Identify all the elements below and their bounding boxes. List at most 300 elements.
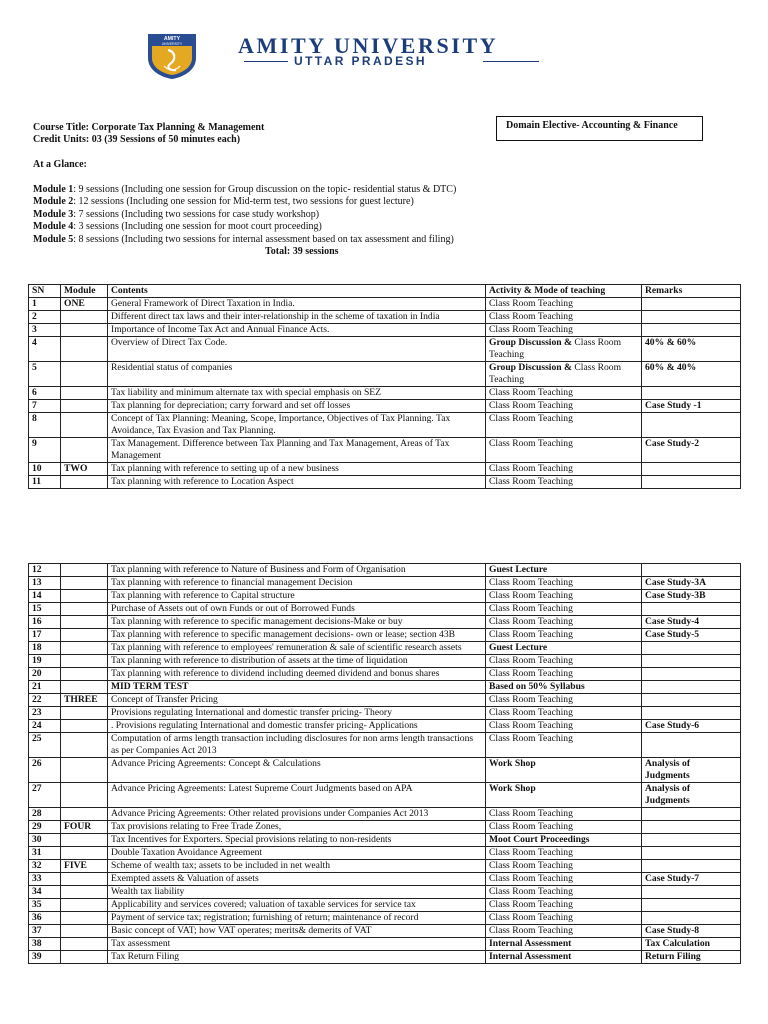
cell-activity-text: Class Room Teaching — [489, 387, 573, 398]
module-line: Module 2: 12 sessions (Including one session for Mid-term test, two sessions for guest lecture) — [33, 196, 414, 207]
cell-contents-text: . Provisions regulating International and domestic transfer pricing- Applications — [111, 720, 418, 731]
cell-sn: 17 — [29, 629, 61, 642]
cell-contents-text: Advance Pricing Agreements: Concept & Calculations — [111, 758, 321, 769]
module-line: Module 1: 9 sessions (Including one session for Group discussion on the topic- residential status & DTC) — [33, 184, 457, 195]
session-table-part-2 — [28, 563, 741, 964]
cell-activity — [486, 616, 642, 629]
cell-contents-text: Wealth tax liability — [111, 886, 185, 897]
cell-activity — [486, 847, 642, 860]
cell-sn: 8 — [29, 413, 61, 438]
cell-activity — [486, 577, 642, 590]
table-row — [29, 694, 741, 707]
table-row — [29, 463, 741, 476]
cell-contents-text: Scheme of wealth tax; assets to be included in net wealth — [111, 860, 330, 871]
cell-module — [61, 362, 108, 387]
cell-activity-text: Class Room Teaching — [489, 899, 573, 910]
module-line: Module 4: 3 sessions (Including one session for moot court proceeding) — [33, 221, 322, 232]
cell-module — [61, 808, 108, 821]
cell-activity — [486, 733, 642, 758]
cell-activity-text: Class Room Teaching — [489, 413, 573, 424]
cell-module — [61, 476, 108, 489]
table-row — [29, 413, 741, 438]
cell-contents-text: Tax planning with reference to employees' remuneration & sale of scientific research assets — [111, 642, 462, 653]
cell-contents-text: Tax planning with reference to dividend including deemed dividend and bonus shares — [111, 668, 440, 679]
cell-contents-text: Tax provisions relating to Free Trade Zones, — [111, 821, 282, 832]
cell-sn: 15 — [29, 603, 61, 616]
cell-activity-text: Class Room Teaching — [489, 668, 573, 679]
cell-contents — [108, 298, 486, 311]
module-line: Module 5: 8 sessions (Including two sessions for internal assessment based on tax assessment and filing) — [33, 234, 454, 245]
cell-activity — [486, 463, 642, 476]
cell-remarks — [642, 324, 741, 337]
cell-activity — [486, 873, 642, 886]
cell-contents — [108, 400, 486, 413]
cell-contents — [108, 694, 486, 707]
cell-module — [61, 873, 108, 886]
cell-module — [61, 603, 108, 616]
cell-sn: 9 — [29, 438, 61, 463]
cell-contents-text: Tax planning with reference to distribution of assets at the time of liquidation — [111, 655, 408, 666]
cell-remarks — [642, 476, 741, 489]
cell-remarks — [642, 298, 741, 311]
cell-contents — [108, 413, 486, 438]
cell-contents — [108, 362, 486, 387]
cell-contents-text: Different direct tax laws and their inter-relationship in the scheme of taxation in India — [111, 311, 440, 322]
cell-activity-text: Class Room Teaching — [489, 912, 573, 923]
cell-activity-text: Class Room Teaching — [489, 298, 573, 309]
header-module: Module — [61, 285, 108, 298]
cell-activity — [486, 642, 642, 655]
cell-contents — [108, 681, 486, 694]
cell-module — [61, 834, 108, 847]
table-row — [29, 400, 741, 413]
table-row — [29, 720, 741, 733]
cell-contents — [108, 629, 486, 642]
cell-contents — [108, 387, 486, 400]
cell-module — [61, 438, 108, 463]
cell-contents — [108, 886, 486, 899]
cell-contents — [108, 873, 486, 886]
svg-text:AMITY: AMITY — [163, 36, 181, 42]
cell-contents — [108, 733, 486, 758]
cell-activity — [486, 629, 642, 642]
cell-activity — [486, 886, 642, 899]
cell-module — [61, 564, 108, 577]
cell-sn: 38 — [29, 938, 61, 951]
cell-activity-text: Class Room Teaching — [489, 311, 573, 322]
cell-contents — [108, 808, 486, 821]
course-title: Course Title: Corporate Tax Planning & Management — [33, 122, 265, 133]
cell-remarks — [642, 642, 741, 655]
cell-sn: 14 — [29, 590, 61, 603]
cell-remarks: 40% & 60% — [642, 337, 741, 362]
cell-remarks — [642, 655, 741, 668]
cell-module: THREE — [61, 694, 108, 707]
table-row — [29, 311, 741, 324]
cell-module — [61, 912, 108, 925]
credit-units: Credit Units: 03 (39 Sessions of 50 minutes each) — [33, 134, 241, 145]
table-row — [29, 603, 741, 616]
svg-text:UNIVERSITY: UNIVERSITY — [161, 42, 183, 46]
cell-activity-text: Class Room Teaching — [489, 808, 573, 819]
cell-contents — [108, 783, 486, 808]
cell-activity-bold: Guest Lecture — [489, 564, 548, 575]
cell-module — [61, 642, 108, 655]
cell-contents — [108, 438, 486, 463]
cell-module — [61, 324, 108, 337]
total-sessions: Total: 39 sessions — [265, 246, 339, 257]
cell-module — [61, 938, 108, 951]
cell-sn: 26 — [29, 758, 61, 783]
cell-contents-text: Tax planning with reference to Nature of Business and Form of Organisation — [111, 564, 406, 575]
table-row — [29, 808, 741, 821]
cell-module — [61, 387, 108, 400]
domain-elective-box: Domain Elective- Accounting & Finance — [496, 116, 703, 141]
cell-contents — [108, 720, 486, 733]
cell-contents-text: Concept of Transfer Pricing — [111, 694, 218, 705]
cell-contents-text: Overview of Direct Tax Code. — [111, 337, 228, 348]
cell-sn: 10 — [29, 463, 61, 476]
cell-activity — [486, 860, 642, 873]
cell-contents — [108, 668, 486, 681]
cell-contents — [108, 603, 486, 616]
cell-activity — [486, 758, 642, 783]
cell-sn: 20 — [29, 668, 61, 681]
cell-remarks: Return Filing — [642, 951, 741, 964]
cell-sn: 28 — [29, 808, 61, 821]
cell-contents — [108, 655, 486, 668]
cell-contents — [108, 912, 486, 925]
cell-activity-text: Class Room Teaching — [489, 925, 573, 936]
cell-sn: 31 — [29, 847, 61, 860]
table-row — [29, 899, 741, 912]
cell-activity — [486, 925, 642, 938]
cell-activity-bold: Internal Assessment — [489, 938, 572, 949]
cell-activity-text: Class Room Teaching — [489, 577, 573, 588]
cell-contents — [108, 324, 486, 337]
table-row — [29, 821, 741, 834]
table-row — [29, 668, 741, 681]
cell-module — [61, 590, 108, 603]
cell-activity-text: Class Room Teaching — [489, 629, 573, 640]
cell-remarks: Case Study-4 — [642, 616, 741, 629]
cell-activity-text: Class Room Teaching — [489, 476, 573, 487]
cell-sn: 30 — [29, 834, 61, 847]
header-sn: SN — [29, 285, 61, 298]
cell-contents — [108, 311, 486, 324]
cell-activity — [486, 912, 642, 925]
cell-contents-text: Tax planning with reference to financial management Decision — [111, 577, 353, 588]
cell-activity — [486, 311, 642, 324]
cell-activity-text: Class Room Teaching — [489, 616, 573, 627]
cell-remarks — [642, 912, 741, 925]
cell-remarks: Case Study-3B — [642, 590, 741, 603]
cell-remarks — [642, 694, 741, 707]
cell-activity-text: Class Room Teaching — [489, 860, 573, 871]
cell-sn: 4 — [29, 337, 61, 362]
cell-module — [61, 886, 108, 899]
cell-sn: 33 — [29, 873, 61, 886]
header-contents: Contents — [108, 285, 486, 298]
cell-sn: 2 — [29, 311, 61, 324]
cell-contents-text: Residential status of companies — [111, 362, 233, 373]
cell-remarks — [642, 834, 741, 847]
table-row — [29, 387, 741, 400]
amity-logo-icon — [146, 30, 198, 80]
cell-activity-text: Class Room Teaching — [489, 603, 573, 614]
cell-remarks: Tax Calculation — [642, 938, 741, 951]
cell-module — [61, 720, 108, 733]
campus-name: UTTAR PRADESH — [294, 54, 427, 68]
cell-activity — [486, 438, 642, 463]
table-row — [29, 707, 741, 720]
cell-remarks: Case Study-3A — [642, 577, 741, 590]
cell-activity-text: Class Room Teaching — [489, 463, 573, 474]
cell-module — [61, 899, 108, 912]
cell-contents — [108, 707, 486, 720]
cell-sn: 19 — [29, 655, 61, 668]
cell-activity — [486, 298, 642, 311]
cell-remarks: Analysis of Judgments — [642, 758, 741, 783]
cell-remarks — [642, 707, 741, 720]
cell-sn: 34 — [29, 886, 61, 899]
cell-activity — [486, 694, 642, 707]
cell-module — [61, 681, 108, 694]
cell-contents — [108, 951, 486, 964]
cell-activity-text: Class Room Teaching — [489, 720, 573, 731]
cell-contents — [108, 938, 486, 951]
table-row — [29, 886, 741, 899]
cell-contents-text: Tax Return Filing — [111, 951, 180, 962]
cell-remarks — [642, 564, 741, 577]
cell-module — [61, 733, 108, 758]
cell-contents-text: Tax planning with reference to setting up of a new business — [111, 463, 339, 474]
cell-module: FOUR — [61, 821, 108, 834]
cell-module — [61, 311, 108, 324]
cell-contents — [108, 577, 486, 590]
table-row — [29, 925, 741, 938]
cell-contents-text: Advance Pricing Agreements: Latest Supreme Court Judgments based on APA — [111, 783, 413, 794]
cell-remarks: Case Study-6 — [642, 720, 741, 733]
cell-contents — [108, 758, 486, 783]
cell-activity-bold: Work Shop — [489, 783, 536, 794]
module-line: Module 3: 7 sessions (Including two sessions for case study workshop) — [33, 209, 320, 220]
cell-activity-bold: Moot Court Proceedings — [489, 834, 590, 845]
university-name: AMITY UNIVERSITY — [238, 33, 499, 58]
cell-contents — [108, 834, 486, 847]
cell-activity-text: Class Room Teaching — [489, 847, 573, 858]
cell-remarks — [642, 886, 741, 899]
cell-module: ONE — [61, 298, 108, 311]
cell-remarks — [642, 733, 741, 758]
cell-remarks — [642, 681, 741, 694]
table-row — [29, 860, 741, 873]
cell-sn: 25 — [29, 733, 61, 758]
cell-sn: 11 — [29, 476, 61, 489]
table-row — [29, 758, 741, 783]
cell-remarks — [642, 463, 741, 476]
cell-remarks — [642, 311, 741, 324]
cell-remarks — [642, 387, 741, 400]
cell-activity-bold: Internal Assessment — [489, 951, 572, 962]
table-row — [29, 629, 741, 642]
cell-activity — [486, 808, 642, 821]
cell-remarks: Analysis of Judgments — [642, 783, 741, 808]
cell-activity-text: Class Room Teaching — [489, 324, 573, 335]
cell-activity-text: Class Room Teaching — [489, 821, 573, 832]
cell-remarks — [642, 821, 741, 834]
table-header-row — [29, 285, 741, 298]
cell-contents — [108, 847, 486, 860]
cell-module — [61, 629, 108, 642]
cell-activity — [486, 476, 642, 489]
cell-contents-text: Basic concept of VAT; how VAT operates; merits& demerits of VAT — [111, 925, 372, 936]
cell-activity-text: Class Room Teaching — [489, 873, 573, 884]
cell-activity — [486, 400, 642, 413]
cell-contents — [108, 476, 486, 489]
table-row — [29, 681, 741, 694]
cell-sn: 6 — [29, 387, 61, 400]
cell-contents — [108, 564, 486, 577]
at-a-glance-heading: At a Glance: — [33, 159, 87, 170]
cell-sn: 29 — [29, 821, 61, 834]
cell-module: FIVE — [61, 860, 108, 873]
cell-contents — [108, 925, 486, 938]
cell-activity — [486, 707, 642, 720]
header-remarks: Remarks — [642, 285, 741, 298]
cell-remarks — [642, 860, 741, 873]
cell-module — [61, 758, 108, 783]
cell-sn: 13 — [29, 577, 61, 590]
cell-module — [61, 413, 108, 438]
cell-contents-text: Tax liability and minimum alternate tax with special emphasis on SEZ — [111, 387, 382, 398]
cell-sn: 23 — [29, 707, 61, 720]
cell-sn: 3 — [29, 324, 61, 337]
cell-sn: 39 — [29, 951, 61, 964]
table-row — [29, 873, 741, 886]
cell-activity — [486, 603, 642, 616]
cell-activity-text: Class Room Teaching — [489, 590, 573, 601]
cell-contents — [108, 642, 486, 655]
cell-sn: 35 — [29, 899, 61, 912]
table-row — [29, 337, 741, 362]
cell-remarks: Case Study-8 — [642, 925, 741, 938]
cell-activity — [486, 951, 642, 964]
cell-contents-text: Tax Incentives for Exporters. Special provisions relating to non-residents — [111, 834, 392, 845]
session-table-part-1 — [28, 284, 741, 489]
cell-contents-text: Double Taxation Avoidance Agreement — [111, 847, 263, 858]
cell-remarks: Case Study-5 — [642, 629, 741, 642]
cell-activity-text: Class Room Teaching — [489, 400, 573, 411]
cell-remarks: Case Study -1 — [642, 400, 741, 413]
cell-remarks: 60% & 40% — [642, 362, 741, 387]
cell-contents-text: Advance Pricing Agreements: Other related provisions under Companies Act 2013 — [111, 808, 429, 819]
cell-activity-bold: Work Shop — [489, 758, 536, 769]
cell-sn: 27 — [29, 783, 61, 808]
page-header — [0, 0, 768, 100]
cell-activity — [486, 564, 642, 577]
cell-sn: 32 — [29, 860, 61, 873]
cell-remarks — [642, 808, 741, 821]
table-row — [29, 951, 741, 964]
cell-module — [61, 337, 108, 362]
cell-remarks — [642, 899, 741, 912]
table-row — [29, 655, 741, 668]
divider — [483, 61, 539, 62]
cell-activity-bold: Based on 50% Syllabus — [489, 681, 585, 692]
table-row — [29, 362, 741, 387]
cell-activity — [486, 821, 642, 834]
table-row — [29, 642, 741, 655]
cell-activity-text: Class Room Teaching — [489, 733, 573, 744]
cell-activity-text: Class Room Teaching — [489, 337, 622, 360]
cell-activity — [486, 324, 642, 337]
cell-contents-text: Tax planning with reference to specific management decisions- own or lease; section 43B — [111, 629, 456, 640]
cell-contents-text: Tax planning with reference to Capital structure — [111, 590, 295, 601]
cell-activity-bold: Guest Lecture — [489, 642, 548, 653]
table-row — [29, 733, 741, 758]
divider — [244, 61, 288, 62]
cell-module — [61, 668, 108, 681]
cell-module — [61, 655, 108, 668]
cell-contents — [108, 337, 486, 362]
cell-sn: 12 — [29, 564, 61, 577]
cell-activity — [486, 899, 642, 912]
cell-activity-text: Class Room Teaching — [489, 655, 573, 666]
cell-activity — [486, 590, 642, 603]
table-row — [29, 476, 741, 489]
cell-remarks — [642, 847, 741, 860]
cell-activity — [486, 938, 642, 951]
cell-sn: 24 — [29, 720, 61, 733]
cell-contents — [108, 860, 486, 873]
cell-activity — [486, 337, 642, 362]
cell-contents — [108, 463, 486, 476]
cell-module — [61, 400, 108, 413]
cell-activity-bold: Group Discussion & — [489, 337, 572, 348]
cell-remarks — [642, 413, 741, 438]
cell-contents-text: General Framework of Direct Taxation in India. — [111, 298, 295, 309]
cell-contents — [108, 899, 486, 912]
cell-contents-text: Tax planning with reference to specific management decisions-Make or buy — [111, 616, 403, 627]
cell-sn: 36 — [29, 912, 61, 925]
cell-activity — [486, 834, 642, 847]
cell-remarks — [642, 668, 741, 681]
table-row — [29, 438, 741, 463]
cell-sn: 37 — [29, 925, 61, 938]
cell-contents-text: Tax assessment — [111, 938, 171, 949]
cell-activity — [486, 413, 642, 438]
cell-contents-bold: MID TERM TEST — [111, 681, 189, 692]
cell-module — [61, 577, 108, 590]
table-row — [29, 912, 741, 925]
cell-activity-text: Class Room Teaching — [489, 362, 622, 385]
table-row — [29, 564, 741, 577]
cell-contents-text: Tax Management. Difference between Tax Planning and Tax Management, Areas of Tax Management — [111, 438, 450, 461]
cell-remarks: Case Study-2 — [642, 438, 741, 463]
cell-activity-text: Class Room Teaching — [489, 886, 573, 897]
cell-activity — [486, 681, 642, 694]
cell-module — [61, 616, 108, 629]
cell-module — [61, 925, 108, 938]
cell-module — [61, 707, 108, 720]
table-row — [29, 324, 741, 337]
cell-sn: 5 — [29, 362, 61, 387]
cell-activity-bold: Group Discussion & — [489, 362, 572, 373]
cell-contents-text: Purchase of Assets out of own Funds or out of Borrowed Funds — [111, 603, 355, 614]
cell-contents — [108, 821, 486, 834]
cell-activity — [486, 720, 642, 733]
